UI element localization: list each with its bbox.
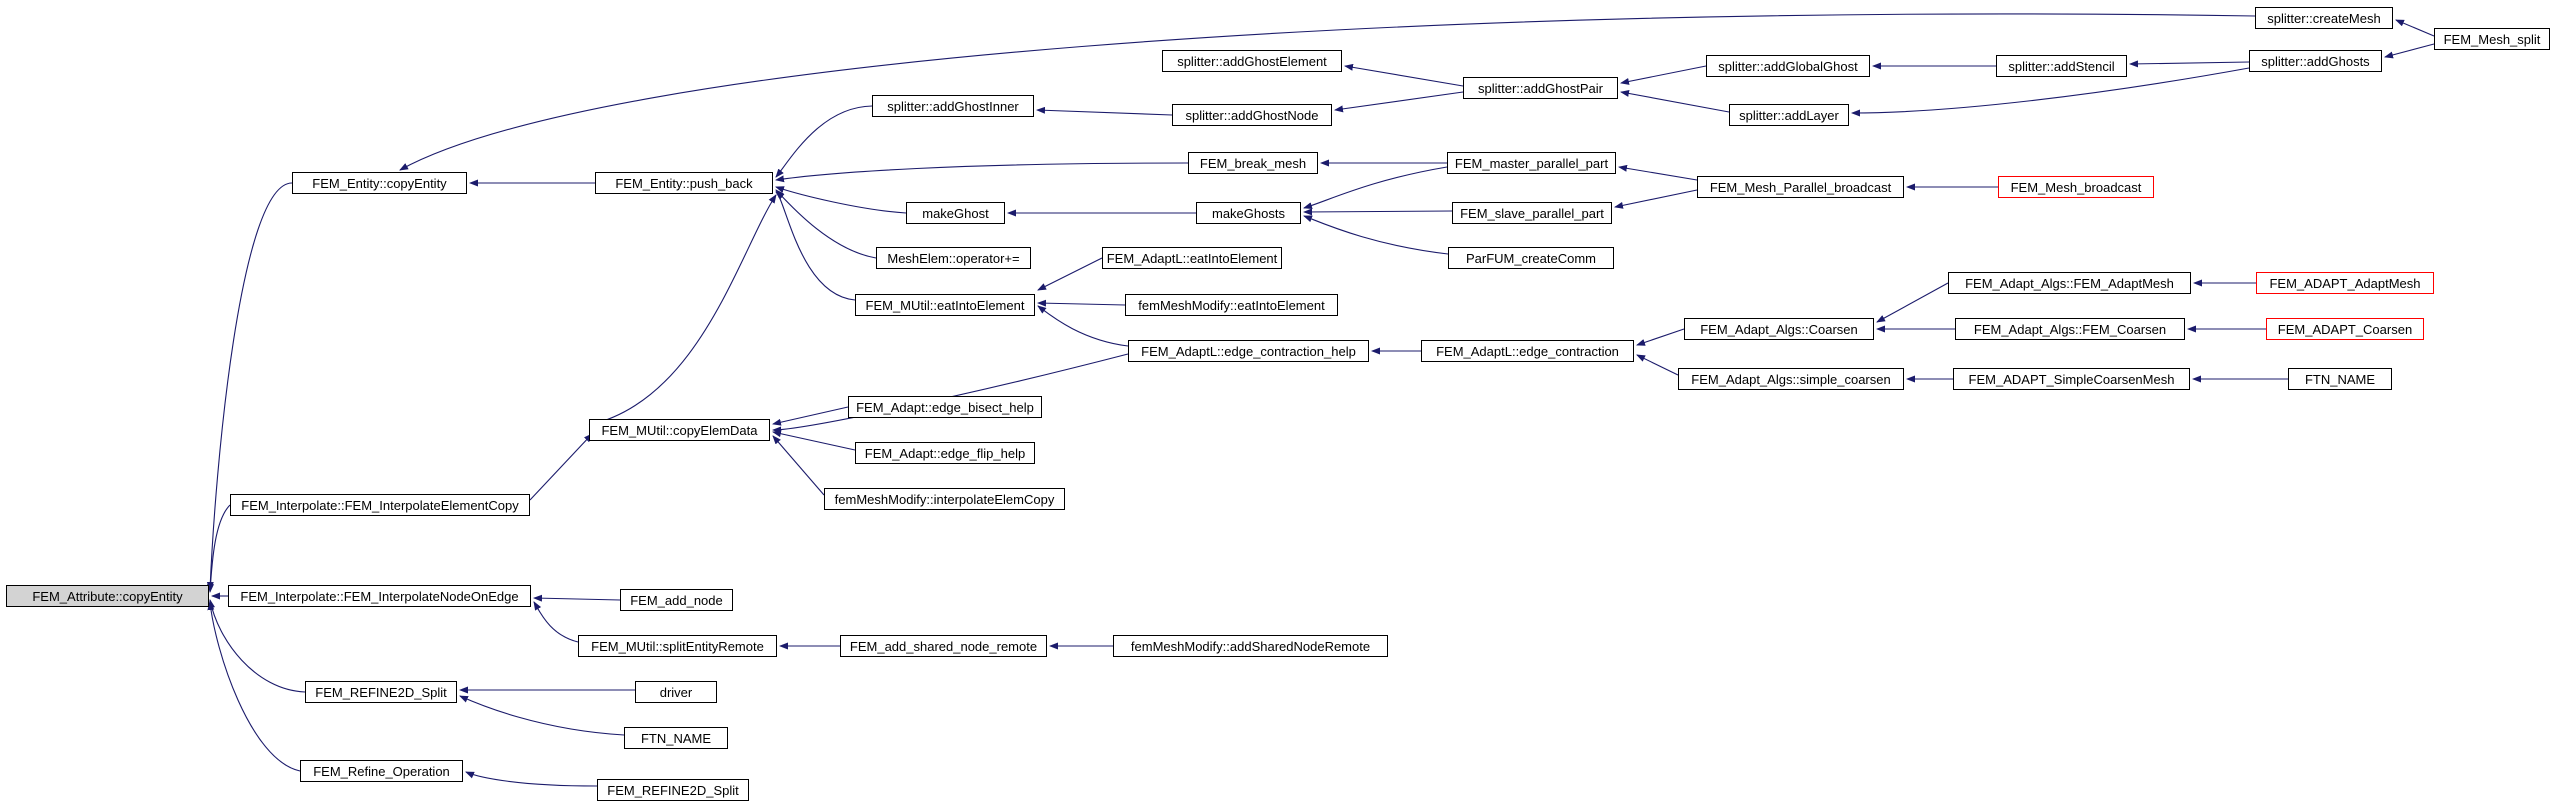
graph-edge	[1335, 92, 1463, 110]
graph-edge	[773, 407, 848, 424]
graph-edge	[210, 183, 292, 590]
graph-node[interactable]: FEM_Adapt::edge_bisect_help	[848, 396, 1042, 418]
graph-node[interactable]: FEM_AdaptL::eatIntoElement	[1102, 247, 1282, 269]
graph-edge	[460, 696, 624, 735]
graph-node[interactable]: FEM_Refine_Operation	[300, 760, 463, 782]
graph-node[interactable]: FEM_Adapt::edge_flip_help	[855, 442, 1035, 464]
graph-node[interactable]: MeshElem::operator+=	[876, 247, 1031, 269]
graph-node[interactable]: FEM_Adapt_Algs::Coarsen	[1684, 318, 1874, 340]
graph-edge	[210, 602, 300, 771]
graph-edge	[773, 436, 824, 495]
graph-edge	[1304, 216, 1448, 254]
graph-edge	[776, 106, 872, 177]
graph-edge	[2396, 20, 2434, 36]
graph-node[interactable]: FEM_break_mesh	[1188, 152, 1318, 174]
graph-node[interactable]: femMeshModify::addSharedNodeRemote	[1113, 635, 1388, 657]
graph-edge	[1038, 303, 1125, 305]
graph-node[interactable]: femMeshModify::interpolateElemCopy	[824, 488, 1065, 510]
graph-edge	[1038, 258, 1102, 290]
graph-node[interactable]: FEM_Entity::push_back	[595, 172, 773, 194]
graph-edge	[534, 598, 620, 600]
graph-node[interactable]: splitter::createMesh	[2255, 7, 2393, 29]
graph-node[interactable]: splitter::addGhostElement	[1162, 50, 1342, 72]
graph-edge	[466, 772, 597, 786]
graph-edge	[1637, 355, 1678, 375]
graph-edge	[1304, 167, 1447, 208]
graph-node[interactable]: FTN_NAME	[624, 727, 728, 749]
graph-edge	[1621, 66, 1706, 83]
graph-node[interactable]: splitter::addGlobalGhost	[1706, 55, 1870, 77]
graph-node[interactable]: femMeshModify::eatIntoElement	[1125, 294, 1338, 316]
graph-edge	[1345, 66, 1463, 86]
graph-node[interactable]: splitter::addGhostInner	[872, 95, 1034, 117]
graph-node[interactable]: FEM_MUtil::eatIntoElement	[855, 294, 1035, 316]
graph-node[interactable]: FEM_Mesh_split	[2434, 28, 2550, 50]
graph-edge	[210, 600, 305, 692]
graph-node[interactable]: FEM_MUtil::splitEntityRemote	[578, 635, 777, 657]
graph-edge	[776, 190, 876, 258]
graph-node[interactable]: FEM_MUtil::copyElemData	[589, 419, 770, 441]
graph-edge	[1621, 92, 1729, 112]
graph-node[interactable]: FEM_AdaptL::edge_contraction	[1421, 340, 1634, 362]
graph-node[interactable]: FEM_REFINE2D_Split	[597, 779, 749, 801]
graph-node[interactable]: FEM_ADAPT_AdaptMesh	[2256, 272, 2434, 294]
graph-edge	[1615, 190, 1697, 207]
graph-node[interactable]: makeGhost	[906, 202, 1005, 224]
graph-edge	[773, 432, 855, 450]
graph-edge	[210, 505, 230, 592]
graph-node[interactable]: FEM_master_parallel_part	[1447, 152, 1616, 174]
graph-edge	[1637, 329, 1684, 345]
graph-node[interactable]: FEM_add_node	[620, 589, 733, 611]
graph-edge	[1877, 283, 1948, 322]
graph-node[interactable]: driver	[635, 681, 717, 703]
graph-node[interactable]: FEM_Interpolate::FEM_InterpolateElementCopy	[230, 494, 530, 516]
graph-node[interactable]: splitter::addStencil	[1996, 55, 2127, 77]
graph-node[interactable]: FEM_ADAPT_Coarsen	[2266, 318, 2424, 340]
graph-edge	[1619, 167, 1697, 180]
graph-node[interactable]: FEM_REFINE2D_Split	[305, 681, 457, 703]
graph-edge	[776, 187, 906, 213]
graph-node[interactable]: makeGhosts	[1196, 202, 1301, 224]
graph-edge	[1038, 306, 1128, 346]
graph-edge	[2130, 62, 2249, 64]
graph-node[interactable]: splitter::addGhosts	[2249, 50, 2382, 72]
graph-node[interactable]: FEM_AdaptL::edge_contraction_help	[1128, 340, 1369, 362]
graph-edge	[1304, 211, 1452, 212]
graph-edge	[776, 192, 855, 300]
graph-edge	[589, 195, 776, 425]
graph-node[interactable]: FEM_Mesh_Parallel_broadcast	[1697, 176, 1904, 198]
graph-edge	[773, 354, 1128, 430]
graph-edge	[400, 14, 2255, 170]
graph-node[interactable]: FEM_ADAPT_SimpleCoarsenMesh	[1953, 368, 2190, 390]
graph-node[interactable]: FEM_Mesh_broadcast	[1998, 176, 2154, 198]
graph-node[interactable]: FTN_NAME	[2288, 368, 2392, 390]
graph-edge	[1037, 110, 1172, 115]
graph-node[interactable]: FEM_Adapt_Algs::simple_coarsen	[1678, 368, 1904, 390]
graph-node[interactable]: ParFUM_createComm	[1448, 247, 1614, 269]
graph-node[interactable]: FEM_Adapt_Algs::FEM_Coarsen	[1955, 318, 2185, 340]
graph-node[interactable]: splitter::addLayer	[1729, 104, 1849, 126]
graph-node[interactable]: FEM_Interpolate::FEM_InterpolateNodeOnEdge	[228, 585, 531, 607]
graph-node[interactable]: splitter::addGhostPair	[1463, 77, 1618, 99]
graph-node[interactable]: splitter::addGhostNode	[1172, 104, 1332, 126]
graph-node[interactable]: FEM_Adapt_Algs::FEM_AdaptMesh	[1948, 272, 2191, 294]
graph-edge	[776, 163, 1188, 180]
graph-edge	[2385, 44, 2434, 57]
graph-node[interactable]: FEM_Entity::copyEntity	[292, 172, 467, 194]
graph-node[interactable]: FEM_slave_parallel_part	[1452, 202, 1612, 224]
graph-edge	[534, 602, 578, 642]
graph-edge	[530, 434, 592, 500]
graph-node[interactable]: FEM_Attribute::copyEntity	[6, 585, 209, 607]
graph-node[interactable]: FEM_add_shared_node_remote	[840, 635, 1047, 657]
